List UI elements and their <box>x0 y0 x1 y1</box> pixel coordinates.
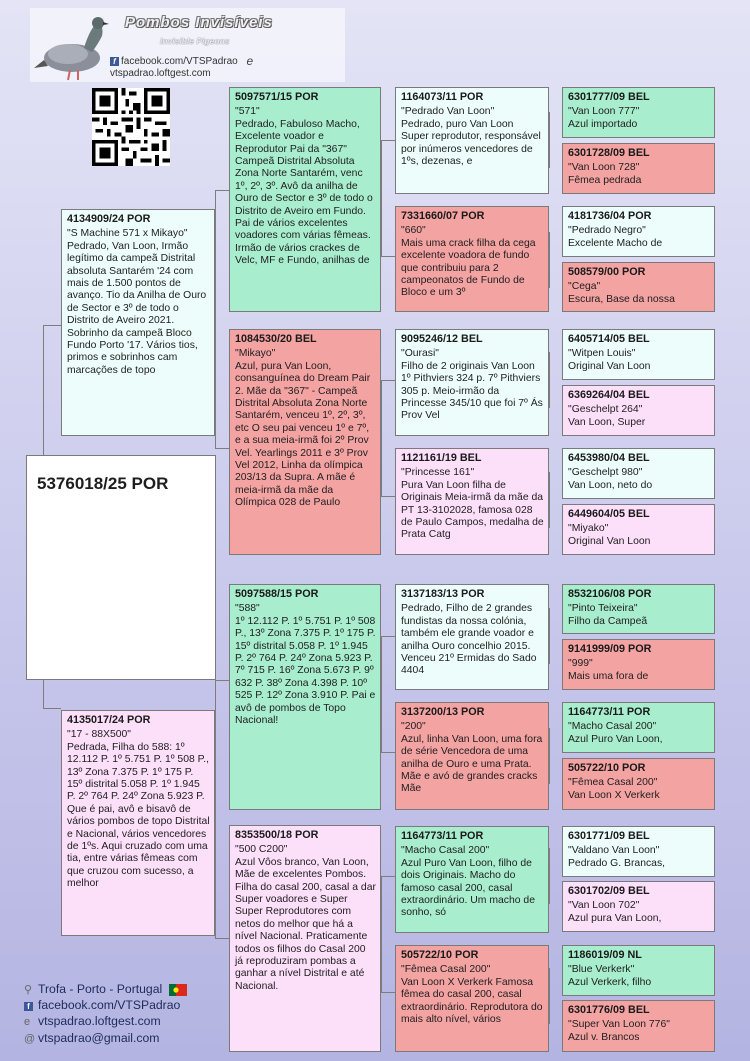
header-banner <box>30 8 345 82</box>
connector <box>215 938 229 939</box>
pedigree-box-gen4-7[interactable] <box>562 448 715 499</box>
pigeon-description: Azul, linha Van Loon, uma fora de série Vencedora de uma anilha de Ouro e uma Prata. Mãe e avó de grandes cracks Mãe <box>401 733 543 795</box>
pigeon-description: Original Van Loon <box>568 360 651 372</box>
pedigree-box-gen3-5[interactable] <box>395 584 549 690</box>
connector <box>43 708 61 709</box>
ring-number: 3137183/13 POR <box>401 588 485 600</box>
pigeon-name: "Van Loon 777" <box>568 106 640 118</box>
pigeon-description: 1º 12.112 P. 1º 5.751 P. 1º 508 P., 13º Zona 7.375 P. 1º 175 P. 15º distrital 5.058 P. 1º 1.945 P. 2º 764 P. 24º Zona 5.923 P. 7º 715 P. 16º Zona 5.673 P. 9º 632 P. 38º Zona 4.398 P. 10º 525 P. 12º Zona 3.910 P. Pai e avô de pombos de Topo Nacional! <box>235 615 376 727</box>
pedigree-box-gen4-15[interactable] <box>562 945 715 996</box>
pedigree-box-gen4-8[interactable] <box>562 504 715 555</box>
facebook-icon: f <box>24 1000 38 1012</box>
pigeon-name: "588" <box>235 603 260 615</box>
at-icon: @ <box>24 1033 36 1045</box>
pigeon-description: Pedrado, Fabuloso Macho, Excelente voador e Reprodutor Pai da "367" Campeã Distrital Absoluta Zona Norte Santarém, venc 1º, 2º, 3º. Avô da anilha de Ouro de Sector e 3º de todo o Distrito de Aveiro em Fundo. Pai de vários excelentes voadores com várias fêmeas. Irmão de vários crackes de Velc, MF e Fundo, anilhas de <box>235 118 373 267</box>
pigeon-description: Azul importado <box>568 118 638 130</box>
pigeon-description: Van Loon X Verkerk Famosa fêmea do casal 200, casal extraordinário. Reprodutora do mais alto nível, vários <box>401 976 543 1026</box>
pedigree-box-gen4-12[interactable] <box>562 758 715 810</box>
pigeon-name: "Witpen Louis" <box>568 348 636 360</box>
pedigree-box-gen4-5[interactable] <box>562 329 715 380</box>
header-website[interactable]: evtspadrao.loftgest.com <box>110 54 254 79</box>
pigeon-name: "999" <box>568 658 593 670</box>
pigeon-description: Azul pura Van Loon, <box>568 912 662 924</box>
pedigree-box-gen3-1[interactable] <box>395 87 549 194</box>
ring-number: 7331660/07 POR <box>401 210 485 222</box>
pigeon-name: "660" <box>401 225 426 237</box>
pigeon-name: "200" <box>401 721 426 733</box>
pigeon-description: Original Van Loon <box>568 535 651 547</box>
location-pin-icon: ⚲ <box>24 984 33 996</box>
pedigree-box-gen2-2[interactable] <box>229 329 381 555</box>
pigeon-description: Mais uma fora de <box>568 670 649 682</box>
pedigree-box-gen3-2[interactable] <box>395 206 549 312</box>
pedigree-box-gen4-3[interactable] <box>562 206 715 257</box>
pedigree-box-gen4-2[interactable] <box>562 143 715 194</box>
connector <box>549 728 550 784</box>
pigeon-description: Fêmea pedrada <box>568 174 642 186</box>
connector <box>549 848 550 904</box>
ring-number: 6453980/04 BEL <box>568 452 650 464</box>
pigeon-name: "571" <box>235 106 260 118</box>
dam-description: Pedrada, Filha do 588: 1º 12.112 P. 1º 5.751 P. 1º 508 P., 13º Zona 7.375 P. 1º 175 P. 15º distrital 5.058 P. 1º 1.945 P. 2º 764 P. 24º Zona 5.923 P. Que é pai, avô e bisavô de vários pombos de topo Distrital e Nacional, vários vencedores de 1ºs. Aqui cruzado com uma tia, entre várias fêmeas com que cruzou com sucesso, a melhor <box>67 741 210 890</box>
pedigree-box-gen4-9[interactable] <box>562 584 715 634</box>
facebook-icon: f <box>110 57 119 66</box>
pigeon-description: Azul v. Brancos <box>568 1031 640 1043</box>
connector <box>549 472 550 528</box>
contact-website[interactable]: e vtspadrao.loftgest.com <box>24 1014 161 1028</box>
pedigree-box-gen3-7[interactable] <box>395 826 549 933</box>
ring-number: 1084530/20 BEL <box>235 333 317 345</box>
pigeon-description: Azul Puro Van Loon, <box>568 733 663 745</box>
ring-number: 8353500/18 POR <box>235 829 319 841</box>
pigeon-name: "Geschelpt 980" <box>568 467 643 479</box>
pigeon-name: "Pinto Teixeira" <box>568 603 638 615</box>
ring-number: 1164073/11 POR <box>401 91 484 103</box>
connector <box>549 352 550 408</box>
pigeon-name: "Macho Casal 200" <box>568 721 657 733</box>
connector <box>43 325 61 326</box>
pigeon-description: Azul Puro Van Loon, filho de dois Originais. Macho do famoso casal 200, casal extraordinário. Um macho de sonho, só <box>401 857 535 919</box>
pigeon-description: Azul, pura Van Loon, consanguínea do Dream Pair 2. Mãe da "367" - Campeã Distrital Absoluta Zona Norte Santarém, venceu 1º, 2º, 3º, etc O seu pai venceu 1º e 7º, e a sua meia-irmã foi 2º Prov Vel. Yearlings 2011 e 3º Prov Vel 2012, Linha da olímpica 203/13 da Supra. A mãe é meia-irmã da mãe da Olímpica 028 de Paulo <box>235 360 371 509</box>
pedigree-box-gen4-6[interactable] <box>562 385 715 436</box>
subject-ring-number: 5376018/25 POR <box>37 474 169 493</box>
pigeon-name: "Princesse 161" <box>401 467 475 479</box>
pigeon-description: Excelente Macho de <box>568 237 663 249</box>
connector <box>381 380 382 496</box>
connector <box>549 968 550 1024</box>
ring-number: 1164773/11 POR <box>401 830 484 842</box>
pigeon-name: "Geschelpt 264" <box>568 404 643 416</box>
pedigree-box-gen2-3[interactable] <box>229 584 381 810</box>
contact-location: ⚲ Trofa - Porto - Portugal <box>24 982 187 996</box>
pedigree-box-gen4-13[interactable] <box>562 826 715 877</box>
connector <box>381 876 395 877</box>
pigeon-description: Mais uma crack filha da cega excelente voadora de fundo que contribuiu para 2 campeonatos de Fundo de Bloco e um 3º <box>401 237 536 299</box>
ring-number: 6301777/09 BEL <box>568 91 650 103</box>
connector <box>381 876 382 992</box>
pigeon-name: "Pedrado Van Loon" <box>401 106 495 118</box>
dam-name: "17 - 88X500" <box>67 729 131 741</box>
pigeon-description: Pura Van Loon filha de Originais Meia-irmã da mãe da PT 13-3102028, famosa 028 de Paulo Campos, medalha de Prata Catg <box>401 479 544 541</box>
ring-number: 1121161/19 BEL <box>401 452 482 464</box>
pigeon-description: Filho de 2 originais Van Loon 1º Pithviers 324 p. 7º Pithviers 305 p. Meio-irmão da Princesse 345/10 que foi 7º Ás Prov Vel <box>401 360 543 422</box>
ring-number: 6301776/09 BEL <box>568 1004 650 1016</box>
ring-number: 6301771/09 BEL <box>568 830 650 842</box>
pedigree-box-gen3-8[interactable] <box>395 945 549 1052</box>
connector <box>215 190 229 191</box>
pedigree-box-gen2-4[interactable] <box>229 825 381 1052</box>
pigeon-name: "500 C200" <box>235 844 288 856</box>
pigeon-description: Van Loon X Verkerk <box>568 789 660 801</box>
sire-box[interactable] <box>61 209 215 436</box>
ring-number: 1186019/09 NL <box>568 949 642 961</box>
logo-subtitle: Invisible Pigeons <box>160 36 230 46</box>
pedigree-box-gen4-1[interactable] <box>562 87 715 138</box>
pedigree-box-gen3-4[interactable] <box>395 448 549 555</box>
ring-number: 5097571/15 POR <box>235 91 319 103</box>
ring-number: 4181736/04 POR <box>568 210 652 222</box>
pigeon-name: "Van Loon 728" <box>568 162 640 174</box>
pedigree-box-gen3-3[interactable] <box>395 329 549 436</box>
connector <box>381 256 395 257</box>
ring-number: 8532106/08 POR <box>568 588 652 600</box>
connector <box>381 496 395 497</box>
pedigree-box-gen2-1[interactable] <box>229 87 381 312</box>
connector <box>381 992 395 993</box>
qr-code[interactable] <box>92 88 170 166</box>
connector <box>549 232 550 288</box>
pigeon-icon <box>32 8 110 82</box>
pedigree-box-gen4-10[interactable] <box>562 639 715 690</box>
pigeon-name: "Fêmea Casal 200" <box>401 964 491 976</box>
pigeon-name: "Fêmea Casal 200" <box>568 777 658 789</box>
connector <box>215 680 229 681</box>
ring-number: 9095246/12 BEL <box>401 333 483 345</box>
ring-number: 6449604/05 BEL <box>568 508 650 520</box>
header-links <box>110 54 345 79</box>
ring-number: 6369264/04 BEL <box>568 389 650 401</box>
connector <box>381 380 395 381</box>
logo-title: Pombos Invisíveis <box>125 14 273 31</box>
connector <box>381 636 382 752</box>
pigeon-name: "Ourasi" <box>401 348 439 360</box>
dam-box[interactable] <box>61 710 215 936</box>
pigeon-name: "Mikayo" <box>235 348 276 360</box>
pigeon-name: "Pedrado Negro" <box>568 225 646 237</box>
contact-facebook[interactable]: f facebook.com/VTSPadrao <box>24 998 180 1012</box>
ring-number: 5097588/15 POR <box>235 588 319 600</box>
sire-description: Pedrado, Van Loon, Irmão legítimo da campeã Distrital absoluta Santarém '24 com mais de 1.500 pontos de avanço. Tio da Anilha de Ouro de Sector e 3º de todo o Distrito de Aveiro 2021. Sobrinho da campeã Bloco Fundo Porto '17. Vários tios, primos e sobrinhos cam marcações de topo <box>67 240 207 376</box>
contact-email[interactable]: @ vtspadrao@gmail.com <box>24 1031 160 1045</box>
pigeon-name: "Blue Verkerk" <box>568 964 635 976</box>
pigeon-name: "Van Loon 702" <box>568 900 640 912</box>
pigeon-description: Pedrado, puro Van Loon Super reprodutor, responsável por inúmeros vencedores de 1ºs, dezenas, e <box>401 118 541 168</box>
pigeon-description: Azul Verkerk, filho <box>568 976 652 988</box>
pedigree-box-gen4-11[interactable] <box>562 702 715 753</box>
connector <box>381 140 382 256</box>
connector <box>381 752 395 753</box>
ring-number: 505722/10 POR <box>401 949 479 961</box>
connector <box>215 448 229 449</box>
sire-name: "S Machine 571 x Mikayo" <box>67 228 188 240</box>
connector <box>215 190 216 448</box>
pedigree-box-gen4-4[interactable] <box>562 262 715 312</box>
pigeon-description: Van Loon, neto do <box>568 479 653 491</box>
ring-number: 6405714/05 BEL <box>568 333 650 345</box>
ring-number: 6301702/09 BEL <box>568 885 650 897</box>
pigeon-description: Escura, Base da nossa <box>568 293 675 305</box>
e-icon: e <box>246 54 254 68</box>
dam-ring-number: 4135017/24 POR <box>67 714 151 726</box>
pigeon-name: "Macho Casal 200" <box>401 845 490 857</box>
sire-ring-number: 4134909/24 POR <box>67 213 151 225</box>
pigeon-description: Pedrado, Filho de 2 grandes fundistas da nossa colónia, também ele grande voador e anilha Ouro concelhio 2015. Venceu 21º Ermidas do Sado 4404 <box>401 603 537 677</box>
ring-number: 6301728/09 BEL <box>568 147 650 159</box>
connector <box>381 636 395 637</box>
connector <box>549 112 550 168</box>
pedigree-box-gen3-6[interactable] <box>395 702 549 810</box>
pigeon-description: Pedrado G. Brancas, <box>568 857 666 869</box>
pigeon-name: "Cega" <box>568 281 601 293</box>
pigeon-name: "Valdano Van Loon" <box>568 845 660 857</box>
pedigree-box-gen4-14[interactable] <box>562 881 715 932</box>
ring-number: 508579/00 POR <box>568 266 646 278</box>
pigeon-description: Van Loon, Super <box>568 416 646 428</box>
connector <box>215 680 216 938</box>
pigeon-name: "Super Van Loon 776" <box>568 1019 670 1031</box>
connector <box>549 608 550 664</box>
subject-pigeon-box[interactable] <box>26 455 216 680</box>
portugal-flag-icon <box>169 984 187 996</box>
ring-number: 9141999/09 POR <box>568 643 652 655</box>
e-icon: e <box>24 1016 31 1028</box>
pigeon-description: Filho da Campeã <box>568 615 648 627</box>
pigeon-description: Azul Vôos branco, Van Loon, Mãe de excelentes Pombos. Filha do casal 200, casal a dar Super voadores e Super Super Reprodutores com netos do melhor que há a nível Nacional. Praticamente todos os filhos do Casal 200 já reproduziram pombas a ganhar a nível Distrital e até Nacional. <box>235 856 376 992</box>
header-facebook[interactable]: f facebook.com/VTSPadrao <box>110 56 238 67</box>
pedigree-box-gen4-16[interactable] <box>562 1000 715 1052</box>
connector <box>381 140 395 141</box>
ring-number: 1164773/11 POR <box>568 706 651 718</box>
pigeon-name: "Miyako" <box>568 523 609 535</box>
ring-number: 3137200/13 POR <box>401 706 485 718</box>
ring-number: 505722/10 POR <box>568 762 646 774</box>
